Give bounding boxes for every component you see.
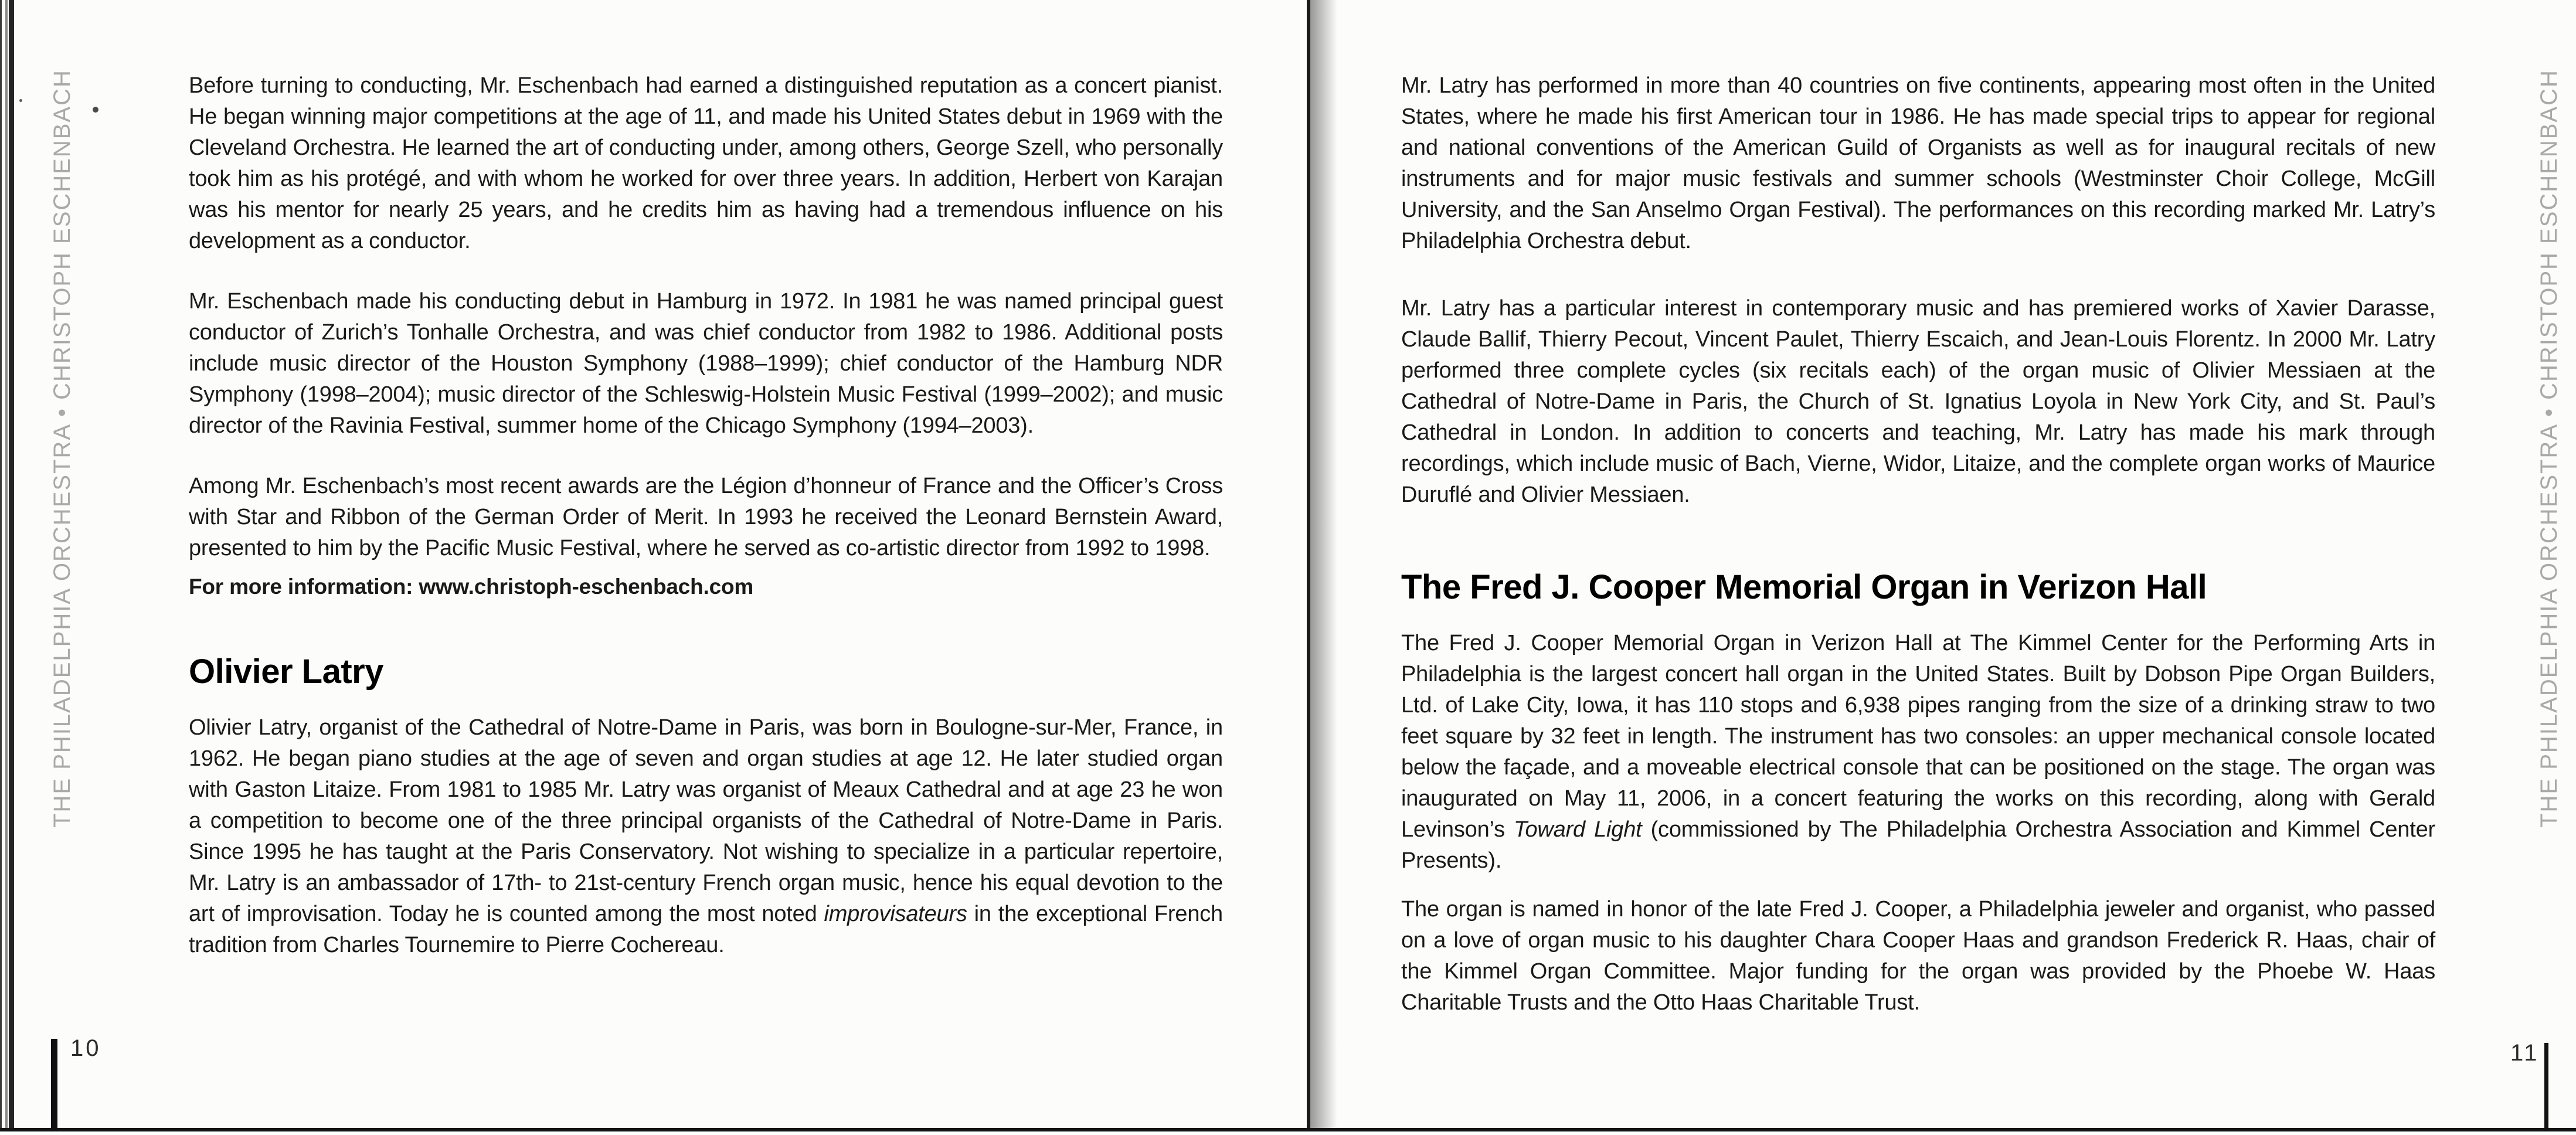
scan-edge-line — [0, 0, 2, 1131]
section-heading-cooper-organ: The Fred J. Cooper Memorial Organ in Verizon Hall — [1401, 568, 2207, 606]
paragraph-organ-naming: The organ is named in honor of the late Fred J. Cooper, a Philadelphia jeweler and organist, who passed on a love of organ music to his daughter Chara Cooper Haas and grandson Frederick R. Haas, chair of the Kimmel Organ Committee. Major funding for the organ was provided by the Phoebe W. Haas Charitable Trusts and the Otto Haas Charitable Trust. — [1401, 897, 2435, 1015]
right-page-number: 11 — [2510, 1040, 2540, 1066]
ink-dot — [93, 107, 98, 113]
section-heading-olivier-latry: Olivier Latry — [189, 653, 383, 691]
ink-dot — [19, 99, 22, 102]
more-info-line: For more information: www.christoph-eschenbach.com — [189, 575, 754, 599]
paragraph-latry-touring: Mr. Latry has performed in more than 40 countries on five continents, appearing most often in the United States, where he made his first American tour in 1986. He has made special trips to appear for regional and national conventions of the American Guild of Organists as well as for inaugural recitals of new instruments and for major music festivals and summer schools (Westminster Choir College, McGill University, and the San Anselmo Organ Festival). The performances on this recording marked Mr. Latry’s Philadelphia Orchestra debut. — [1401, 73, 2435, 253]
below-edge-white — [0, 1131, 2576, 1135]
paragraph-latry-contemporary: Mr. Latry has a particular interest in contemporary music and has premiered works of Xavier Darasse, Claude Ballif, Thierry Pecout, Vincent Paulet, Thierry Escaich, and Jean-Louis Florentz. In 2000 Mr. Latry performed three complete cycles (six recitals each) of the organ music of Olivier Messiaen at the Cathedral of Notre-Dame in Paris, the Church of St. Ignatius Loyola in New York City, and St. Paul’s Cathedral in London. In addition to concerts and teaching, Mr. Latry has made his mark through recordings, which include music of Bach, Vierne, Widor, Litaize, and the complete organ works of Maurice Duruflé and Olivier Messiaen. — [1401, 296, 2435, 507]
spine-gutter-shadow — [1310, 0, 1337, 1130]
left-vertical-margin-title: THE PHILADELPHIA ORCHESTRA • CHRISTOPH ESCHENBACH — [49, 69, 75, 828]
right-vertical-margin-title: THE PHILADELPHIA ORCHESTRA • CHRISTOPH ESCHENBACH — [2536, 69, 2562, 828]
scan-edge-line — [5, 0, 8, 1131]
scan-edge-line — [9, 0, 14, 1131]
paragraph-eschenbach-pianist: Before turning to conducting, Mr. Eschenbach had earned a distinguished reputation as a concert pianist. He began winning major competitions at the age of 11, and made his United States debut in 1969 with the Cleveland Orchestra. He learned the art of conducting under, among others, George Szell, who personally took him as his protégé, and with whom he worked for over three years. In addition, Herbert von Karajan was his mentor for nearly 25 years, and he credits him as having had a tremendous influence on his development as a conductor. — [189, 73, 1223, 253]
paragraph-organ-description: The Fred J. Cooper Memorial Organ in Verizon Hall at The Kimmel Center for the Performing Arts in Philadelphia is the largest concert hall organ in the United States. Built by Dobson Pipe Organ Builders, Ltd. of Lake City, Iowa, it has 110 stops and 6,938 pipes ranging from the size of a drinking straw to two feet square by 32 feet in length. The instrument has two consoles: an upper mechanical console located below the façade, and a moveable electrical console that can be positioned on the stage. The organ was inaugurated on May 11, 2006, in a concert featuring the works on this recording, along with Gerald Levinson’s Toward Light (commissioned by The Philadelphia Orchestra Association and Kimmel Center Presents). — [1401, 631, 2435, 873]
left-page-text-column — [189, 70, 1223, 961]
left-page-number-bar — [51, 1039, 57, 1131]
paragraph-eschenbach-posts: Mr. Eschenbach made his conducting debut in Hamburg in 1972. In 1981 he was named principal guest conductor of Zurich’s Tonhalle Orchestra, and was chief conductor from 1982 to 1986. Additional posts include music director of the Houston Symphony (1988–1999); chief conductor of the Hamburg NDR Symphony (1998–2004); music director of the Schleswig-Holstein Music Festival (1999–2002); and music director of the Ravinia Festival, summer home of the Chicago Symphony (1994–2003). — [189, 289, 1223, 438]
left-page-number: 10 — [70, 1035, 101, 1061]
paragraph-eschenbach-awards: Among Mr. Eschenbach’s most recent awards are the Légion d’honneur of France and the Officer’s Cross with Star and Ribbon of the German Order of Merit. In 1993 he received the Leonard Bernstein Award, presented to him by the Pacific Music Festival, where he served as co-artistic director from 1992 to 1998. — [189, 474, 1223, 560]
right-page-number-bar — [2544, 1043, 2548, 1131]
right-page-text-column — [1401, 70, 2435, 1018]
paragraph-latry-bio: Olivier Latry, organist of the Cathedral of Notre-Dame in Paris, was born in Boulogne-sur-Mer, France, in 1962. He began piano studies at the age of seven and organ studies at age 12. He later studied organ with Gaston Litaize. From 1981 to 1985 Mr. Latry was organist of Meaux Cathedral and at age 23 he won a competition to become one of the three principal organists of the Cathedral of Notre-Dame in Paris. Since 1995 he has taught at the Paris Conservatory. Not wishing to specialize in a particular repertoire, Mr. Latry is an ambassador of 17th- to 21st-century French organ music, hence his equal devotion to the art of improvisation. Today he is counted among the most noted improvisateurs in the exceptional French tradition from Charles Tournemire to Pierre Cochereau. — [189, 715, 1223, 957]
